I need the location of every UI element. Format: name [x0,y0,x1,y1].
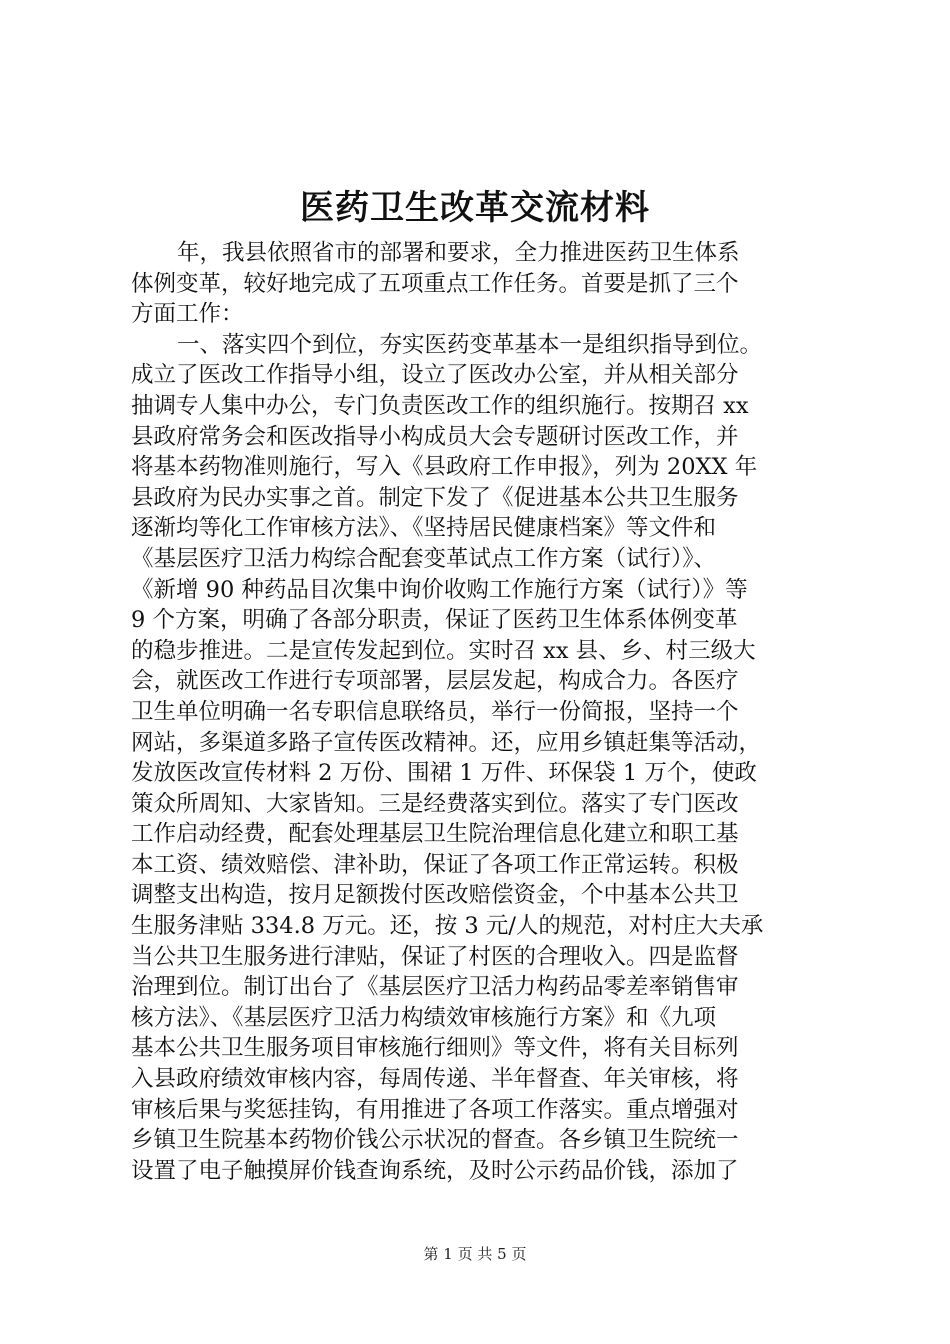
body-line: 方面工作： [131,301,244,328]
body-line: 策众所周知、大家皆知。三是经费落实到位。落实了专门医改 [131,790,739,817]
body-line: 基本公共卫生服务项目审核施行细则》等文件，将有关目标列 [131,1035,739,1062]
body-line: 抽调专人集中办公，专门负责医改工作的组织施行。按期召 xx [131,392,749,419]
page-footer: 第 1 页 共 5 页 [423,1245,527,1263]
body-line: 年，我县依照省市的部署和要求，全力推进医药卫生体系 [177,240,740,266]
body-line: 核方法》、《基层医疗卫活力构绩效审核施行方案》和《九项 [131,1004,717,1031]
body-line: 网站，多渠道多路子宣传医改精神。还，应用乡镇赶集等活动， [131,729,762,756]
body-line: 本工资、绩效赔偿、津补助，保证了各项工作正常运转。积极 [131,851,739,878]
body-line: 工作启动经费，配套处理基层卫生院治理信息化建立和职工基 [131,821,739,848]
body-line: 9 个方案，明确了各部分职责，保证了医药卫生体系体例变革 [131,607,738,634]
body-line: 入县政府绩效审核内容，每周传递、半年督查、年关审核，将 [131,1066,739,1093]
body-line: 乡镇卫生院基本药物价钱公示状况的督查。各乡镇卫生院统一 [131,1127,739,1154]
body-line: 审核后果与奖惩挂钩，有用推进了各项工作落实。重点增强对 [131,1096,739,1123]
body-line: 调整支出构造，按月足额拨付医改赔偿资金，个中基本公共卫 [131,882,739,909]
body-line: 《新增 90 种药品目次集中询价收购工作施行方案（试行）》等 [131,576,748,603]
body-line: 当公共卫生服务进行津贴，保证了村医的合理收入。四是监督 [131,943,739,970]
body-line: 一、落实四个到位，夯实医药变革基本一是组织指导到位。 [177,331,763,358]
body-line: 县政府常务会和医改指导小构成员大会专题研讨医改工作，并 [131,423,739,450]
document-title: 医药卫生改革交流材料 [300,188,650,228]
body-line: 卫生单位明确一名专职信息联络员，举行一份简报，坚持一个 [131,698,739,725]
document-body [131,238,831,1186]
body-line: 生服务津贴 334.8 万元。还，按 3 元/人的规范，对村庄大夫承 [131,913,764,940]
body-line: 会，就医改工作进行专项部署，层层发起，构成合力。各医疗 [131,668,739,695]
body-line: 县政府为民办实事之首。制定下发了《促进基本公共卫生服务 [131,484,739,511]
body-line: 《基层医疗卫活力构综合配套变革试点工作方案（试行）》、 [131,545,717,572]
body-line: 发放医改宣传材料 2 万份、围裙 1 万件、环保袋 1 万个，使政 [131,760,757,787]
body-line: 成立了医改工作指导小组，设立了医改办公室，并从相关部分 [131,362,739,389]
body-line: 逐渐均等化工作审核方法》、《坚持居民健康档案》等文件和 [131,515,717,542]
body-line: 将基本药物准则施行，写入《县政府工作申报》，列为 20XX 年 [131,454,758,481]
body-line: 体例变革，较好地完成了五项重点工作任务。首要是抓了三个 [131,270,739,297]
body-line: 的稳步推进。二是宣传发起到位。实时召 xx 县、乡、村三级大 [131,637,756,664]
body-line: 治理到位。制订出台了《基层医疗卫活力构药品零差率销售审 [131,974,739,1001]
body-line: 设置了电子触摸屏价钱查询系统，及时公示药品价钱，添加了 [131,1157,739,1184]
